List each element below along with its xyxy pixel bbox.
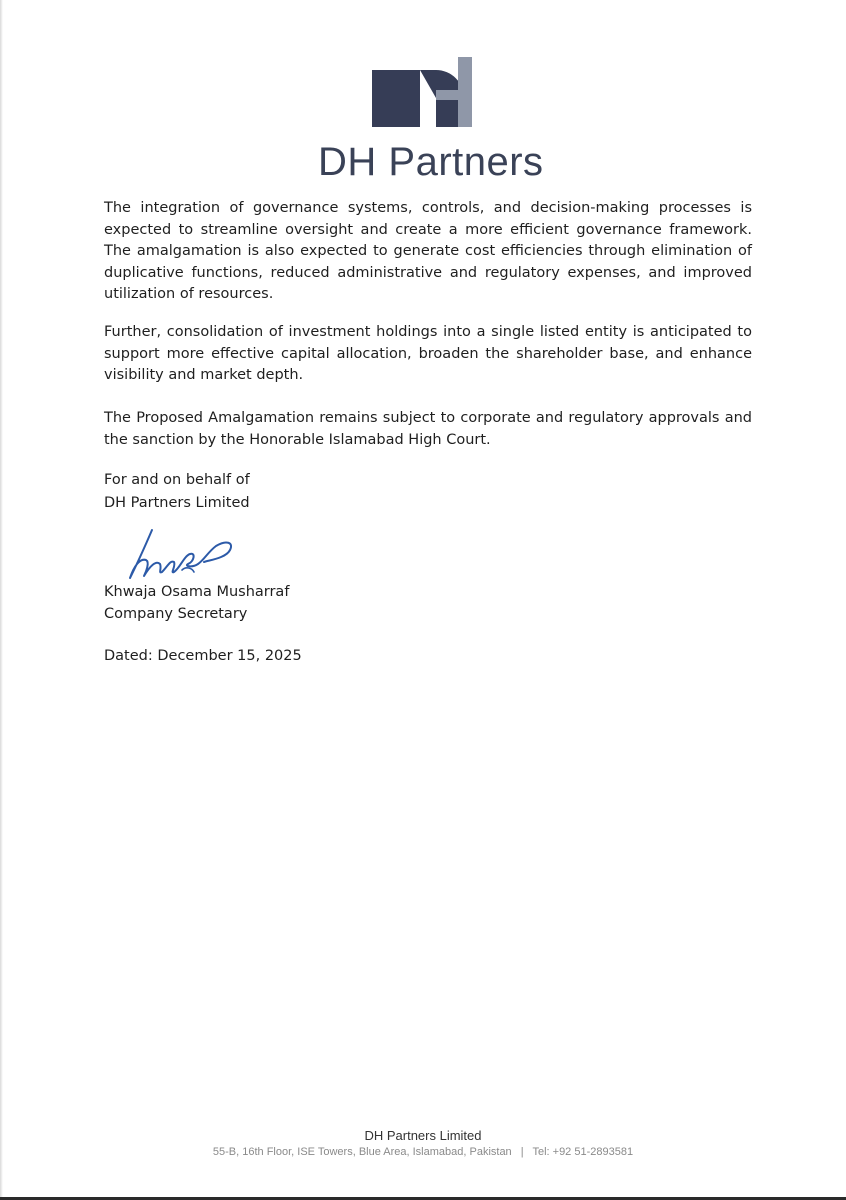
paragraph-approvals: The Proposed Amalgamation remains subject to corporate and regulatory approvals and the sanction by the Honorable Islamabad High Court. (104, 410, 752, 448)
logo-d-stem (372, 70, 420, 127)
logo-wordmark: DH Partners (318, 140, 544, 184)
company-logo (318, 56, 544, 186)
closing-company: DH Partners Limited (104, 495, 250, 511)
signatory-name: Khwaja Osama Musharraf (104, 584, 290, 600)
footer-contact (0, 1146, 846, 1158)
footer-tel: Tel: +92 51-2893581 (532, 1146, 634, 1158)
scan-edge (0, 0, 3, 1200)
footer-separator: | (520, 1146, 524, 1158)
dated-line: Dated: December 15, 2025 (104, 648, 302, 664)
logo-h-crossbar (436, 90, 472, 100)
dh-logo-mark-icon (370, 56, 474, 128)
footer-company: DH Partners Limited (364, 1128, 482, 1143)
paragraph-governance: The integration of governance systems, controls, and decision-making processes is expected to streamline oversight and create a more efficient governance framework. The amalgamation is also expected to generate cost efficiencies through elimination of duplicative functions, reduced administrative and regulatory expenses, and improved utilization of resources. (104, 200, 752, 302)
signatory-title: Company Secretary (104, 606, 248, 622)
handwritten-signature (112, 526, 244, 586)
paragraph-consolidation: Further, consolidation of investment holdings into a single listed entity is anticipated to support more effective capital allocation, broaden the shareholder base, and enhance visibility and market depth. (104, 324, 752, 383)
footer-address: 55-B, 16th Floor, ISE Towers, Blue Area, Islamabad, Pakistan (212, 1146, 512, 1158)
closing-line: For and on behalf of (104, 472, 250, 488)
